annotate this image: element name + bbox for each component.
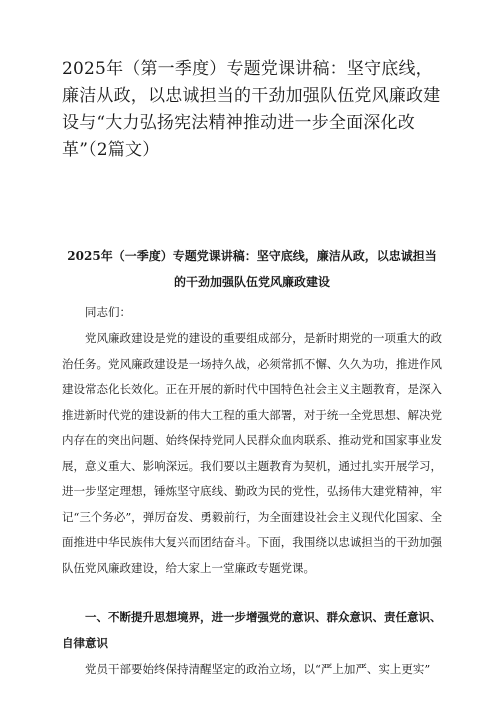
salutation: 同志们： <box>85 305 131 319</box>
paragraph-1: 党风廉政建设是党的建设的重要组成部分，是新时期党的一项重大的政治任务。党风廉政建设是一场持久战，必须常抓不懈、久久为功，推进作风建设常态化长效化。正在开展的新时代中国特色社会主义主题教育，是深入推进新时代党的建设新的伟大工程的重大部署，对于统一全党思想、解决党内存在的突出问题、始终保持党同人民群众血肉联系、推动党和国家事业发展，意义重大、影响深远。我们要以主题教育为契机，通过扎实开展学习，进一步坚定理想，锤炼坚守底线、勤政为民的党性，弘扬伟大建党精神，牢记“三个务必”，弹厉奋发、勇毅前行，为全面建设社会主义现代化国家、全面推进中华民族伟大复兴而团结奋斗。下面，我围绕以忠诚担当的干劲加强队伍党风廉政建设，给大家上一堂廉政专题党课。 <box>62 331 442 575</box>
document-title: 2025年（第一季度）专题党课讲稿：坚守底线，廉洁从政，以忠诚担当的干劲加强队伍党风廉政建设与“大力弘扬宪法精神推动进一步全面深化改革”（2篇文） <box>62 59 441 160</box>
section-title: 2025年（一季度）专题党课讲稿：坚守底线，廉洁从政，以忠诚担当的干劲加强队伍党风廉政建设 <box>67 249 437 289</box>
heading-1: 一、不断提升思想境界，进一步增强党的意识、群众意识、责任意识、自律意识 <box>62 610 442 650</box>
paragraph-2: 党员干部要始终保持清醒坚定的政治立场，以“严上加严、实上更实” <box>85 662 431 676</box>
